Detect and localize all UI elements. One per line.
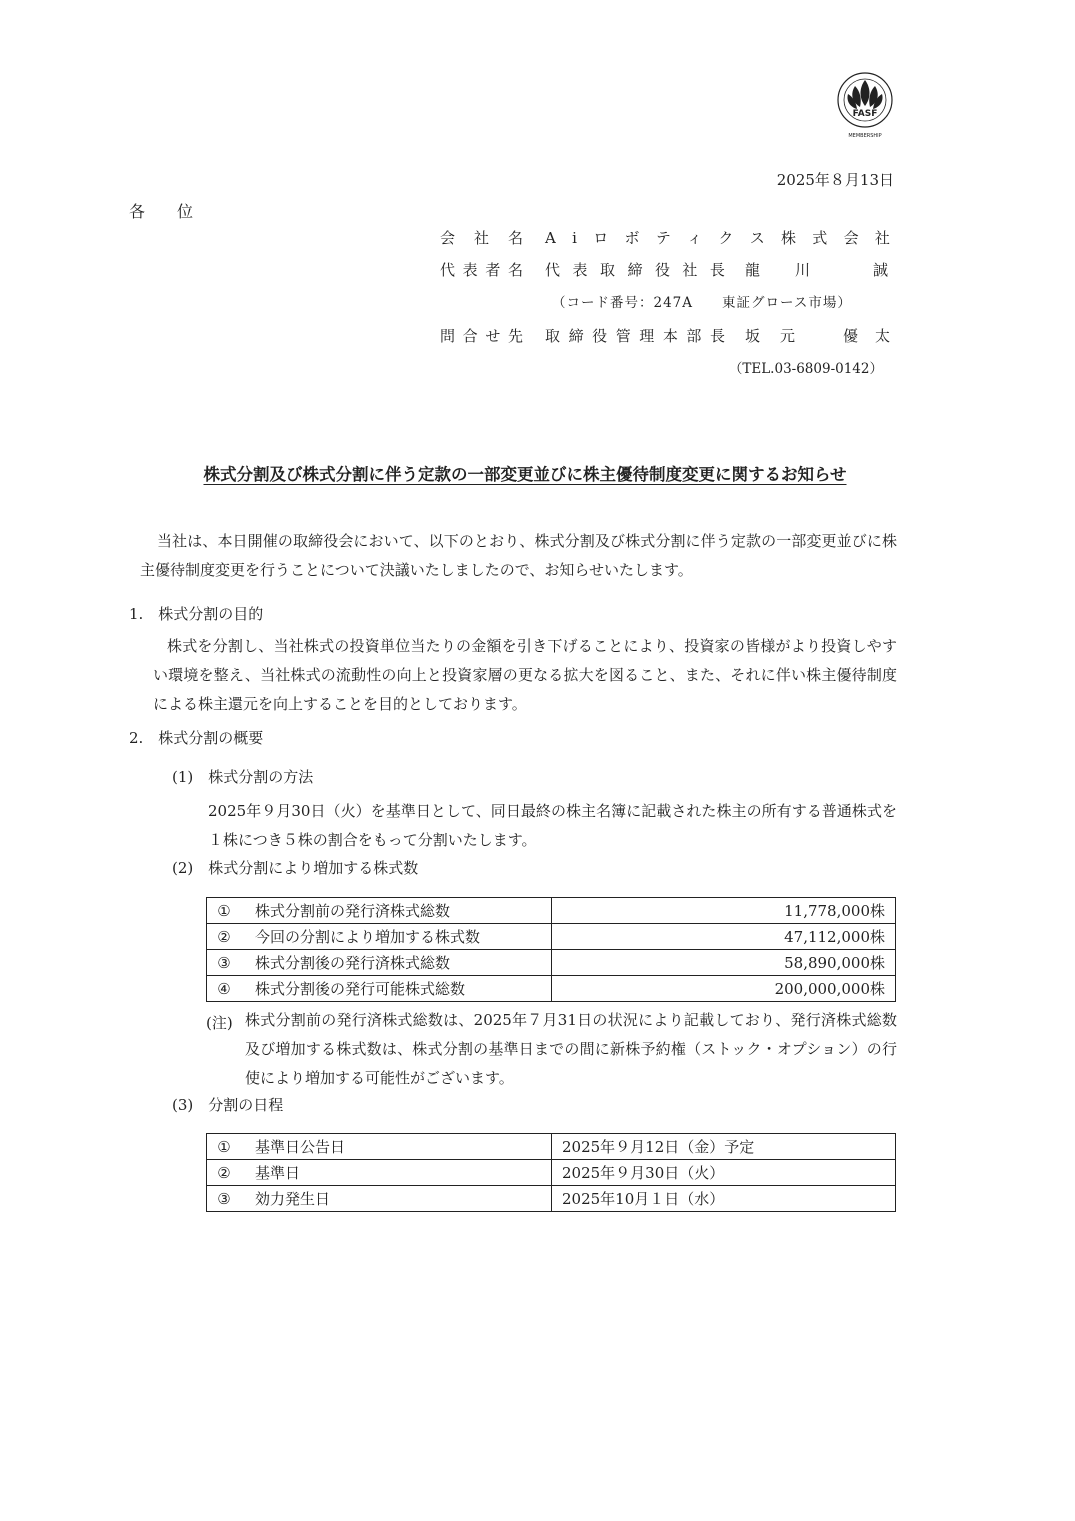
addressee: 各 位 [129, 202, 194, 221]
char: 者 [485, 261, 501, 279]
char: 太 [874, 327, 890, 345]
char: 会 [440, 229, 456, 247]
representative-label [440, 259, 523, 281]
char: 名 [507, 229, 523, 247]
char: 取 [545, 327, 561, 345]
char: 先 [507, 327, 523, 345]
method-heading: (1) 株式分割の方法 [172, 768, 314, 786]
table-row [207, 924, 896, 950]
char: A [545, 229, 556, 247]
char: 坂 [745, 327, 761, 345]
char: i [572, 229, 577, 247]
char: ロ [593, 229, 609, 247]
char: 長 [709, 327, 725, 345]
contact-name-given [843, 325, 890, 347]
char: 式 [812, 229, 828, 247]
char: 本 [662, 327, 678, 345]
table-label-cell [207, 1134, 552, 1160]
char: せ [485, 327, 501, 345]
intro-paragraph: 当社は、本日開催の取締役会において、以下のとおり、株式分割及び株式分割に伴う定款の一部変更並びに株主優待制度変更を行うことについて決議いたしましたので、お知らせいたします。 [140, 532, 897, 579]
row-number: ① [217, 1138, 231, 1156]
char: ク [718, 229, 734, 247]
row-number: ② [217, 1164, 231, 1182]
share-count-table [206, 897, 896, 1002]
representative-title [545, 259, 725, 281]
table-label-cell [207, 1186, 552, 1212]
company-name-label [440, 227, 523, 249]
char: 部 [686, 327, 702, 345]
note-label: (注) [206, 1014, 233, 1032]
char: 川 [794, 261, 810, 279]
row-number: ③ [217, 1190, 231, 1208]
row-value: 2025年10月１日（水） [552, 1186, 896, 1212]
section2-heading: 2. 株式分割の概要 [129, 729, 264, 747]
table-row [207, 1134, 896, 1160]
row-label: 株式分割後の発行済株式総数 [255, 954, 451, 972]
char: テ [655, 229, 671, 247]
char: 合 [462, 327, 478, 345]
char: 元 [779, 327, 795, 345]
row-value: 11,778,000株 [552, 898, 896, 924]
method-body: 2025年９月30日（火）を基準日として、同日最終の株主名簿に記載された株主の所有する普通株式を１株につき５株の割合をもって分割いたします。 [208, 802, 897, 849]
row-number: ② [217, 928, 231, 946]
representative-name-family [745, 259, 810, 281]
increase-heading: (2) 株式分割により増加する株式数 [172, 859, 419, 877]
schedule-table [206, 1133, 896, 1212]
char: 役 [654, 261, 670, 279]
issue-date: 2025年８月13日 [776, 171, 894, 189]
char: ィ [687, 229, 703, 247]
contact-tel: （TEL.03-6809-0142） [728, 361, 883, 377]
table-row [207, 976, 896, 1002]
representative-name-given: 誠 [873, 261, 889, 279]
table-row [207, 898, 896, 924]
stock-code-line: （コード番号：247A 東証グロース市場） [552, 295, 852, 311]
char: 代 [440, 261, 456, 279]
row-value: 2025年９月12日（金）予定 [552, 1134, 896, 1160]
section1-body: 株式を分割し、当社株式の投資単位当たりの金額を引き下げることにより、投資家の皆様がより投資しやすい環境を整え、当社株式の流動性の向上と投資家層の更なる拡大を図ること、また、それに伴い株主優待制度による株主還元を向上することを目的としております。 [153, 637, 897, 713]
char: 龍 [745, 261, 761, 279]
char: 名 [507, 261, 523, 279]
char: 理 [639, 327, 655, 345]
char: ボ [624, 229, 640, 247]
char: 長 [709, 261, 725, 279]
char: 締 [627, 261, 643, 279]
row-value: 58,890,000株 [552, 950, 896, 976]
note-body: 株式分割前の発行済株式総数は、2025年７月31日の状況により記載しており、発行済株式総数及び増加する株式数は、株式分割の基準日までの間に新株予約権（ストック・オプション）の行使により増加する可能性がございます。 [245, 1011, 897, 1087]
table-label-cell [207, 950, 552, 976]
table-label-cell [207, 1160, 552, 1186]
table-row [207, 1160, 896, 1186]
char: 代 [545, 261, 561, 279]
char: 表 [572, 261, 588, 279]
row-label: 株式分割後の発行可能株式総数 [255, 980, 466, 998]
table-label-cell [207, 898, 552, 924]
row-value: 2025年９月30日（火） [552, 1160, 896, 1186]
row-number: ③ [217, 954, 231, 972]
char: 役 [592, 327, 608, 345]
char: 社 [473, 229, 489, 247]
row-number: ④ [217, 980, 231, 998]
contact-label [440, 325, 523, 347]
char: 株 [781, 229, 797, 247]
char: 社 [682, 261, 698, 279]
contact-name-family [745, 325, 795, 347]
company-name-value [545, 227, 890, 249]
row-label: 効力発生日 [255, 1190, 331, 1208]
schedule-heading: (3) 分割の日程 [172, 1096, 284, 1114]
char: 締 [568, 327, 584, 345]
row-label: 基準日公告日 [255, 1138, 346, 1156]
char: 取 [599, 261, 615, 279]
fasf-logo [834, 70, 896, 140]
char: 管 [615, 327, 631, 345]
row-number: ① [217, 902, 231, 920]
row-label: 基準日 [255, 1164, 301, 1182]
table-row [207, 950, 896, 976]
section1-heading: 1. 株式分割の目的 [129, 605, 264, 623]
logo-text: FASF [852, 109, 878, 119]
char: 優 [843, 327, 859, 345]
document-title: 株式分割及び株式分割に伴う定款の一部変更並びに株主優待制度変更に関するお知らせ [203, 465, 847, 484]
table-row [207, 1186, 896, 1212]
row-value: 47,112,000株 [552, 924, 896, 950]
row-label: 株式分割前の発行済株式総数 [255, 902, 451, 920]
char: 表 [462, 261, 478, 279]
char: 問 [440, 327, 456, 345]
logo-sub: MEMBERSHIP [848, 133, 882, 139]
row-label: 今回の分割により増加する株式数 [255, 928, 481, 946]
char: 社 [874, 229, 890, 247]
contact-title [545, 325, 725, 347]
char: 会 [843, 229, 859, 247]
table-label-cell [207, 976, 552, 1002]
table-label-cell [207, 924, 552, 950]
row-value: 200,000,000株 [552, 976, 896, 1002]
char: ス [749, 229, 765, 247]
